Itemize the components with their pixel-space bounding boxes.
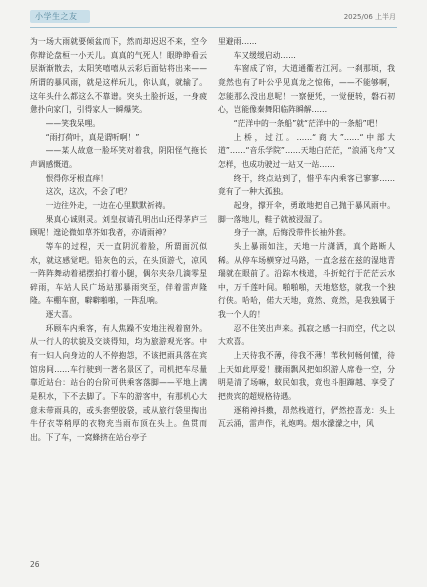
right-text-column: [218, 35, 395, 555]
paragraph: 车窗成了帘，大道通衢若江河。一刹那顷，我竟然也有了叶公乎见真龙之惊佈，——不能够啊，怎能那么没出息呢！一察便凭，一觉便转，磐石初心，岂能像秦舞阳临阵瞬解……: [218, 64, 395, 115]
magazine-logo: 小学生之友: [35, 12, 78, 21]
left-text-column: [30, 35, 207, 555]
paragraph: 一边往外走，一边在心里默默祈祷。: [45, 200, 171, 210]
paragraph: 身子一凛，后悔没带件长袖外套。: [233, 228, 351, 238]
paragraph: ——某人故意一脸坏笑对着我，阴阳怪气拖长声调感慨道。: [30, 146, 207, 169]
paragraph: 逐稍神抖擞，昂然栈道行，俨然控喜龙：头上瓦云涌，雷声作，礼炮鸣。烟水濛濛之中，风: [218, 405, 395, 429]
paragraph: 逐大喜。: [45, 310, 77, 320]
paragraph: 恨得你牙根直痒！: [45, 173, 108, 183]
header-rule: [30, 27, 397, 28]
paragraph: 为一场大雨就要倾盆而下，然而却迟迟不来，空今你辩论盘桓一小天儿。真真的气死人！眼睁睁看云层渐渐散去，太阳笑嘻嘻从云彩后面钻将出来——所谓的暴风雨，就是这样玩儿，你认真，就输了。这年头什么都这么不靠谱。突头土脸折返，一身疲惫扑向家门，引得家人一瞬爆笑。: [30, 37, 207, 115]
paragraph: 上桥，过江。……“商大”……“中部大道”……“音乐学院”……天地白茫茫，“浪涌飞舟”又怎样，也成功驶过一站又一站……: [218, 132, 395, 169]
paragraph: ——笑我呆哩。: [45, 118, 101, 128]
paragraph: 里避雨……: [218, 37, 257, 46]
paragraph: 这次，这次，不会了吧？: [45, 187, 132, 197]
paragraph: “茫洋中的一条船”就“茫洋中的一条船”吧！: [233, 118, 383, 128]
paragraph: 忍不住笑出声来。孤寂之感一扫而空，代之以大欢喜。: [218, 323, 395, 347]
paragraph: 起身，撑开伞，勇敢地把自己抛于暴风雨中。脚一落地儿，鞋子就被浸湿了。: [218, 200, 395, 224]
paragraph: 头上暴雨如注，天地一片潇洒，真个路断人稀。从停车场横穿过马路，一直念兹在兹的湿地青瑞就在眼前了。沿踪木栈道，斗折蛇行于茫茫云水中，万千莲叶间。啪啪啪，天地悠悠，就我一个独行侠。哈哈，偌大天地，竟然、竟然，是我独属于我一个人的！: [218, 241, 395, 320]
paragraph: 果真心诚则灵。刘皇叔请孔明出山还得茅庐三顾呢！遑论微如草芥如我者，亦请雨神？: [30, 214, 207, 238]
paragraph: 环顾车内乘客，有人焦躁不安地注视着窗外。从一行人的状貌及交谈得知，均为旅游观光客。中有一妇人向身边的人不停抱怨，不该把雨具落在宾馆房间……车行驶到一著名景区了，司机把车尽量靠近站台：站台的台阶可供乘客落脚——平地上满是积水，下不去脚了。下车的游客中，有那机心大意未带雨具的，或头套塑胶袋，或从旅行袋里掏出牛仔衣等稍厚的衣物充当雨布顶在头上。鱼贯而出。下了车，一窝蜂挤在站台亭子: [30, 323, 207, 443]
page-number: 26: [30, 560, 40, 569]
paragraph: 终于，终点站到了，惜乎车内乘客已寥寥……竟有了一种大孤独。: [218, 173, 395, 197]
paragraph: 等车的过程，天一直阴沉着脸，所谓面沉似水，就这感觉吧。铅灰色的云，在头顶游弋，凉风一阵阵舞动着裙摆拍打着小腿，偶尔夹杂几滴零星碎雨，车站人民广场站那暴雨突至，伴着雷声隆隆。车棚车窗，噼噼啪啪，一阵乱响。: [30, 241, 207, 306]
page-header: [0, 0, 427, 28]
issue-label: 2025/06 上半月: [343, 13, 396, 21]
paragraph: 车又缓缓启动……: [233, 50, 296, 60]
paragraph: 上天待我不薄，待我不薄！苇秋何畅何懂，待上天如此厚爱！骤雨飘风把如织游人席卷一空，分明是清了场嘛，蚁民如我，竟也斗胆蹿越、享受了把贵宾的超规格待遇。: [218, 351, 395, 402]
paragraph: “雨打荷叶，真是谓听啊！”: [45, 132, 140, 142]
